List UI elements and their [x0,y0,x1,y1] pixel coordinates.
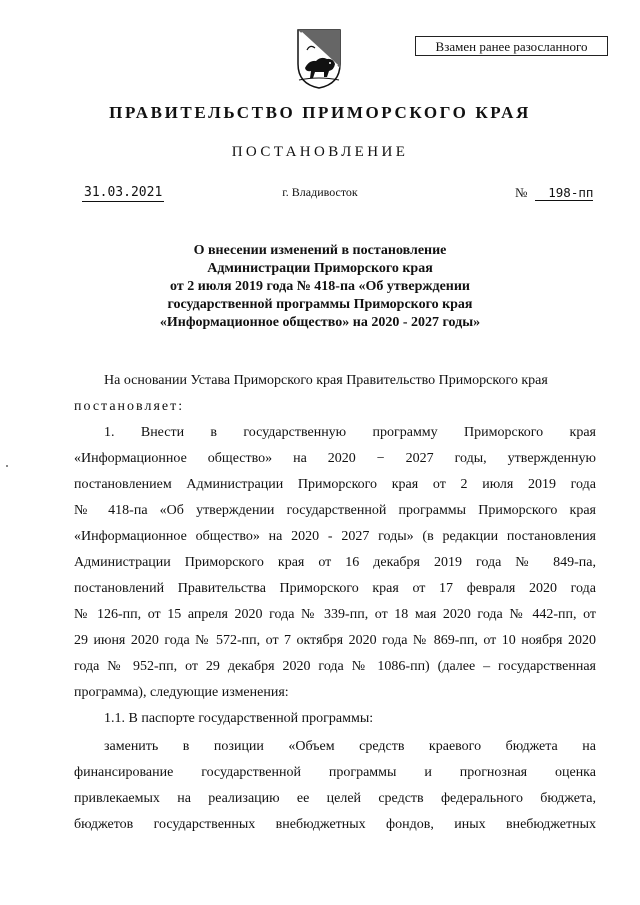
body-line: 1.1. В паспорте государственной программы: [104,711,374,726]
subject-line: Администрации Приморского края [207,261,433,276]
scan-speck [6,465,8,467]
subject-line: от 2 июля 2019 года № 418-па «Об утверждении [170,279,470,294]
body-line: «Информационное общество» на 2020 - 2027 годы» (в редакции постановления [74,529,596,544]
document-type: ПОСТАНОВЛЕНИЕ [231,144,409,160]
body-line: программа), следующие изменения: [74,685,289,700]
body-line: года № 952-пп, от 29 декабря 2020 года № 1086-пп) (далее – государственная [74,659,596,674]
body-line: Администрации Приморского края от 16 декабря 2019 года № 849-па, [74,555,596,570]
body-line: постановлений Правительства Приморского края от 17 февраля 2020 года [74,581,596,596]
replacement-stamp: Взамен ранее разосланного [415,36,608,56]
body-line: привлекаемых на реализацию ее целей средств федерального бюджета, [74,791,596,806]
subject-line: «Информационное общество» на 2020 - 2027 годы» [159,315,481,330]
document-subject [0,242,640,332]
document-number [515,185,593,201]
body-line: 1. Внести в государственную программу Приморского края [104,425,596,440]
document-date: 31.03.2021 [84,185,163,200]
body-line: 29 июня 2020 года № 572-пп, от 7 октября 2020 года № 869-пп, от 10 ноября 2020 [74,633,596,648]
number-value: 198-пп [535,185,593,201]
number-sign: № [515,185,528,200]
subject-line: О внесении изменений в постановление [193,243,447,258]
body-line: № 126-пп, от 15 апреля 2020 года № 339-пп, от 18 мая 2020 года № 442-пп, от [74,607,596,622]
body-line: № 418-па «Об утверждении государственной программы Приморского края [74,503,596,518]
subject-line: государственной программы Приморского края [167,297,473,312]
coat-of-arms-emblem [296,28,342,90]
body-line: заменить в позиции «Объем средств краевого бюджета на [104,739,596,754]
body-line: На основании Устава Приморского края Правительство Приморского края [104,373,548,388]
body-line: бюджетов государственных внебюджетных фондов, иных внебюджетных [74,817,596,832]
body-line: финансирование государственной программы и прогнозная оценка [74,765,596,780]
government-title: ПРАВИТЕЛЬСТВО ПРИМОРСКОГО КРАЯ [109,103,531,122]
body-line: постановляет: [74,399,185,414]
document-city: г. Владивосток [282,185,358,199]
body-line: постановлением Администрации Приморского края от 2 июля 2019 года [74,477,596,492]
body-line: «Информационное общество» на 2020 − 2027 годы, утвержденную [74,451,596,466]
